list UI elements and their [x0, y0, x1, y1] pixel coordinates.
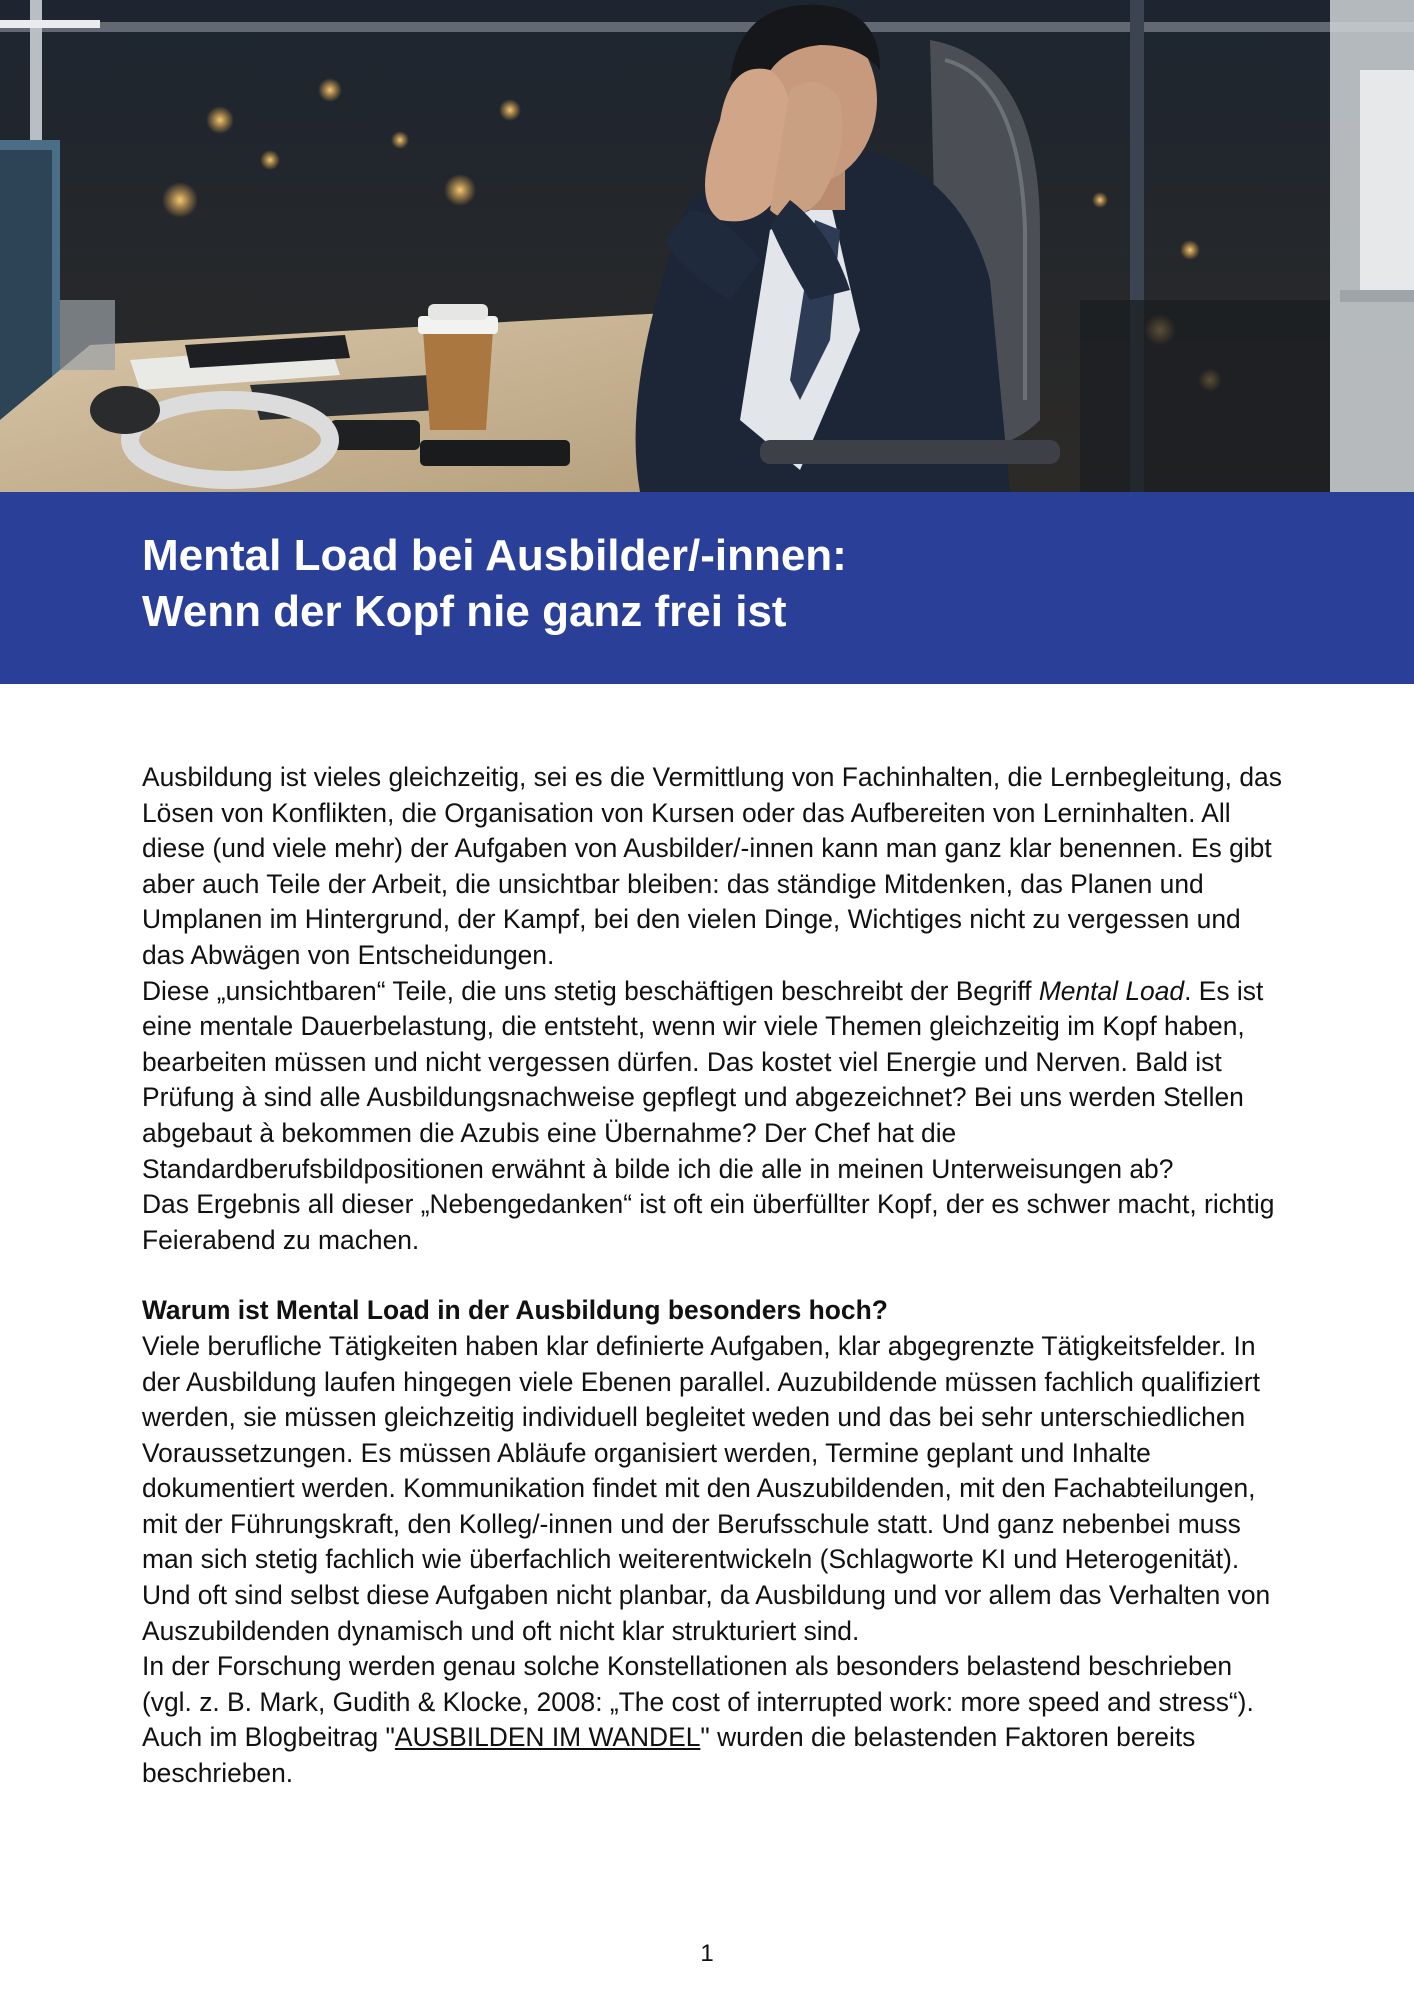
- paragraph-research: [142, 1649, 1282, 1791]
- article-body: [142, 760, 1282, 1792]
- blog-link[interactable]: AUSBILDEN IM WANDEL: [394, 1722, 701, 1753]
- page-title-line-1: Mental Load bei Ausbilder/-innen:: [142, 531, 847, 580]
- section-heading: Warum ist Mental Load in der Ausbildung besonders hoch?: [142, 1295, 888, 1326]
- page-number: 1: [700, 1940, 714, 1967]
- hero-photo: [0, 0, 1414, 492]
- term-mental-load: Mental Load: [1038, 975, 1185, 1006]
- paragraph-result: Das Ergebnis all dieser „Nebengedanken“ ist oft ein überfüllter Kopf, der es schwer macht, richtig Feierabend zu machen.: [142, 1189, 1275, 1255]
- paragraph-why: Viele berufliche Tätigkeiten haben klar definierte Aufgaben, klar abgegrenzte Tätigkeitsfelder. In der Ausbildung laufen hingegen viele Ebenen parallel. Auzubildende müssen fachlich qualifiziert werden, sie müssen gleichzeitig individuell begleitet weden und das bei sehr unterschiedlichen Voraussetzungen. Es müssen Abläufe organisiert werden, Termine geplant und Inhalte dokumentiert werden. Kommunikation findet mit den Auszubildenden, mit den Fachabteilungen, mit der Führungskraft, den Kolleg/-innen und der Berufsschule statt. Und ganz nebenbei muss man sich stetig fachlich wie überfachlich weiterentwickeln (Schlagworte KI und Heterogenität). Und oft sind selbst diese Aufgaben nicht planbar, da Ausbildung und vor allem das Verhalten von Auszubildenden dynamisch und oft nicht klar strukturiert sind.: [142, 1330, 1271, 1646]
- paragraph-intro: Ausbildung ist vieles gleichzeitig, sei es die Vermittlung von Fachinhalten, die Lernbegleitung, das Lösen von Konflikten, die Organisation von Kursen oder das Aufbereiten von Lerninhalten. All diese (und viele mehr) der Aufgaben von Ausbilder/-innen kann man ganz klar benennen. Es gibt aber auch Teile der Arbeit, die unsichtbar bleiben: das ständige Mitdenken, das Planen und Umplanen im Hintergrund, der Kampf, bei den vielen Dinge, Wichtiges nicht zu vergessen und das Abwägen von Entscheidungen.: [142, 762, 1282, 970]
- paragraph-mental-load: [142, 974, 1282, 1188]
- paragraph-mental-load-start: Diese „unsichtbaren“ Teile, die uns stetig beschäftigen beschreibt der Begriff: [142, 975, 1039, 1006]
- paragraph-gap: [142, 1258, 1282, 1293]
- paragraph-research-end: " wurden die belastenden Faktoren bereits beschrieben.: [142, 1722, 1196, 1789]
- page-title: [142, 528, 1292, 640]
- page-title-line-2: Wenn der Kopf nie ganz frei ist: [142, 587, 787, 636]
- photo-tired-man-at-desk-icon: [0, 0, 1414, 492]
- paragraph-mental-load-end: . Es ist eine mentale Dauerbelastung, die entsteht, wenn wir viele Themen gleichzeitig im Kopf haben, bearbeiten müssen und nicht vergessen dürfen. Das kostet viel Energie und Nerven. Bald ist Prüfung à sind alle Ausbildungsnachweise gepflegt und abgezeichnet? Bei uns werden Stellen abgebaut à bekommen die Azubis eine Übernahme? Der Chef hat die Standardberufsbildpositionen erwähnt à bilde ich die alle in meinen Unterweisungen ab?: [142, 975, 1264, 1184]
- paragraph-research-start: In der Forschung werden genau solche Konstellationen als besonders belastend beschrieben (vgl. z. B. Mark, Gudith & Klocke, 2008: „The cost of interrupted work: more speed and stress“). Auch im Blogbeitrag ": [142, 1651, 1254, 1753]
